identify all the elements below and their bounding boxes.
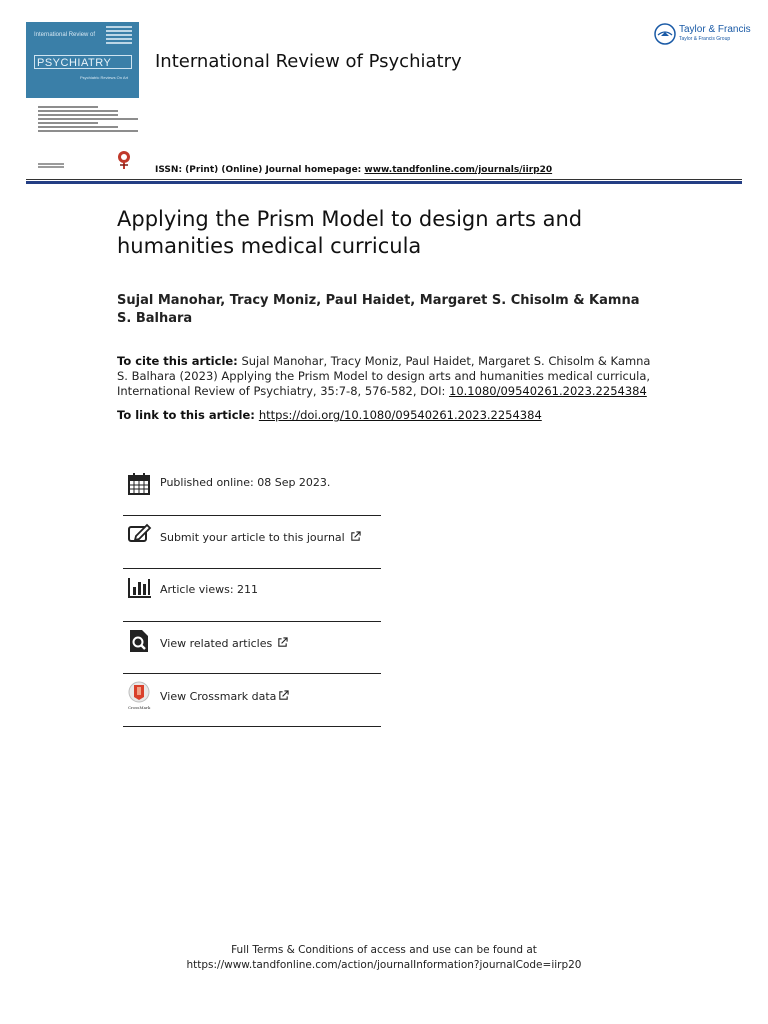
terms-url[interactable]: https://www.tandfonline.com/action/journalInformation?journalCode=iirp20	[186, 959, 582, 971]
journal-homepage-link[interactable]: www.tandfonline.com/journals/iirp20	[364, 165, 553, 175]
article-views: Article views: 211	[160, 583, 259, 596]
submit-article-label: Submit your article to this journal	[160, 531, 345, 544]
edit-icon	[126, 522, 152, 548]
published-online-row	[123, 470, 381, 518]
article-authors: Sujal Manohar, Tracy Moniz, Paul Haidet, Margaret S. Chisolm & Kamna S. Balhara	[117, 293, 640, 326]
crossmark-row[interactable]	[123, 681, 381, 729]
issn-line	[155, 165, 552, 175]
publisher-name: Taylor & Francis	[679, 24, 751, 35]
crossmark-icon	[126, 681, 152, 707]
cover-small-title: International Review of	[34, 32, 96, 38]
terms-footer	[0, 943, 768, 973]
article-link-label: To link to this article:	[117, 408, 255, 422]
row-divider	[123, 621, 381, 622]
taylor-francis-logo[interactable]	[654, 22, 751, 46]
related-articles-label: View related articles	[160, 637, 273, 650]
related-articles-icon	[126, 628, 152, 654]
cover-title: PSYCHIATRY	[34, 55, 132, 69]
cover-editors-text	[38, 106, 138, 134]
citation-text: Sujal Manohar, Tracy Moniz, Paul Haidet, Margaret S. Chisolm & Kamna S. Balhara (2023) Applying the Prism Model to design arts and humanities medical curricula, International Review of Psychiatry, 35:7-8, 576-582, DOI:	[117, 354, 651, 398]
publisher-group: Taylor & Francis Group	[679, 36, 731, 42]
issn-label: ISSN: (Print) (Online) Journal homepage:	[155, 165, 365, 175]
related-articles-link[interactable]	[160, 637, 288, 650]
row-divider	[123, 726, 381, 727]
citation-label: To cite this article:	[117, 354, 238, 368]
published-date: Published online: 08 Sep 2023.	[160, 476, 331, 489]
terms-line: Full Terms & Conditions of access and use can be found at	[231, 944, 537, 956]
journal-cover	[26, 22, 139, 98]
cover-publisher-logo	[38, 163, 64, 168]
taylor-francis-emblem-icon	[654, 23, 676, 45]
related-articles-row[interactable]	[123, 628, 381, 676]
submit-article-link[interactable]	[160, 531, 361, 544]
association-logo-icon	[115, 150, 133, 170]
bar-chart-icon	[126, 575, 152, 601]
external-link-icon	[350, 531, 361, 542]
citation	[117, 354, 657, 399]
row-divider	[123, 515, 381, 516]
header-rule	[26, 179, 742, 180]
row-divider	[123, 673, 381, 674]
cover-subtitle: Psychiatric Reviews On Art	[80, 75, 129, 80]
article-title: Applying the Prism Model to design arts and humanities medical curricula	[117, 207, 583, 258]
row-divider	[123, 568, 381, 569]
journal-title: International Review of Psychiatry	[155, 51, 462, 72]
article-views-row	[123, 575, 381, 623]
citation-doi-link[interactable]: 10.1080/09540261.2023.2254384	[449, 384, 647, 398]
cover-text-block	[106, 24, 136, 48]
crossmark-caption: CrossMark	[128, 705, 151, 710]
external-link-icon	[277, 637, 288, 648]
submit-article-row[interactable]	[123, 522, 381, 570]
article-link-line	[117, 408, 542, 422]
article-doi-url[interactable]: https://doi.org/10.1080/09540261.2023.2254384	[258, 408, 542, 422]
external-link-icon	[278, 690, 289, 701]
crossmark-link[interactable]	[160, 690, 289, 703]
crossmark-label: View Crossmark data	[160, 690, 277, 703]
header-accent-rule	[26, 181, 742, 184]
calendar-icon	[126, 471, 152, 497]
